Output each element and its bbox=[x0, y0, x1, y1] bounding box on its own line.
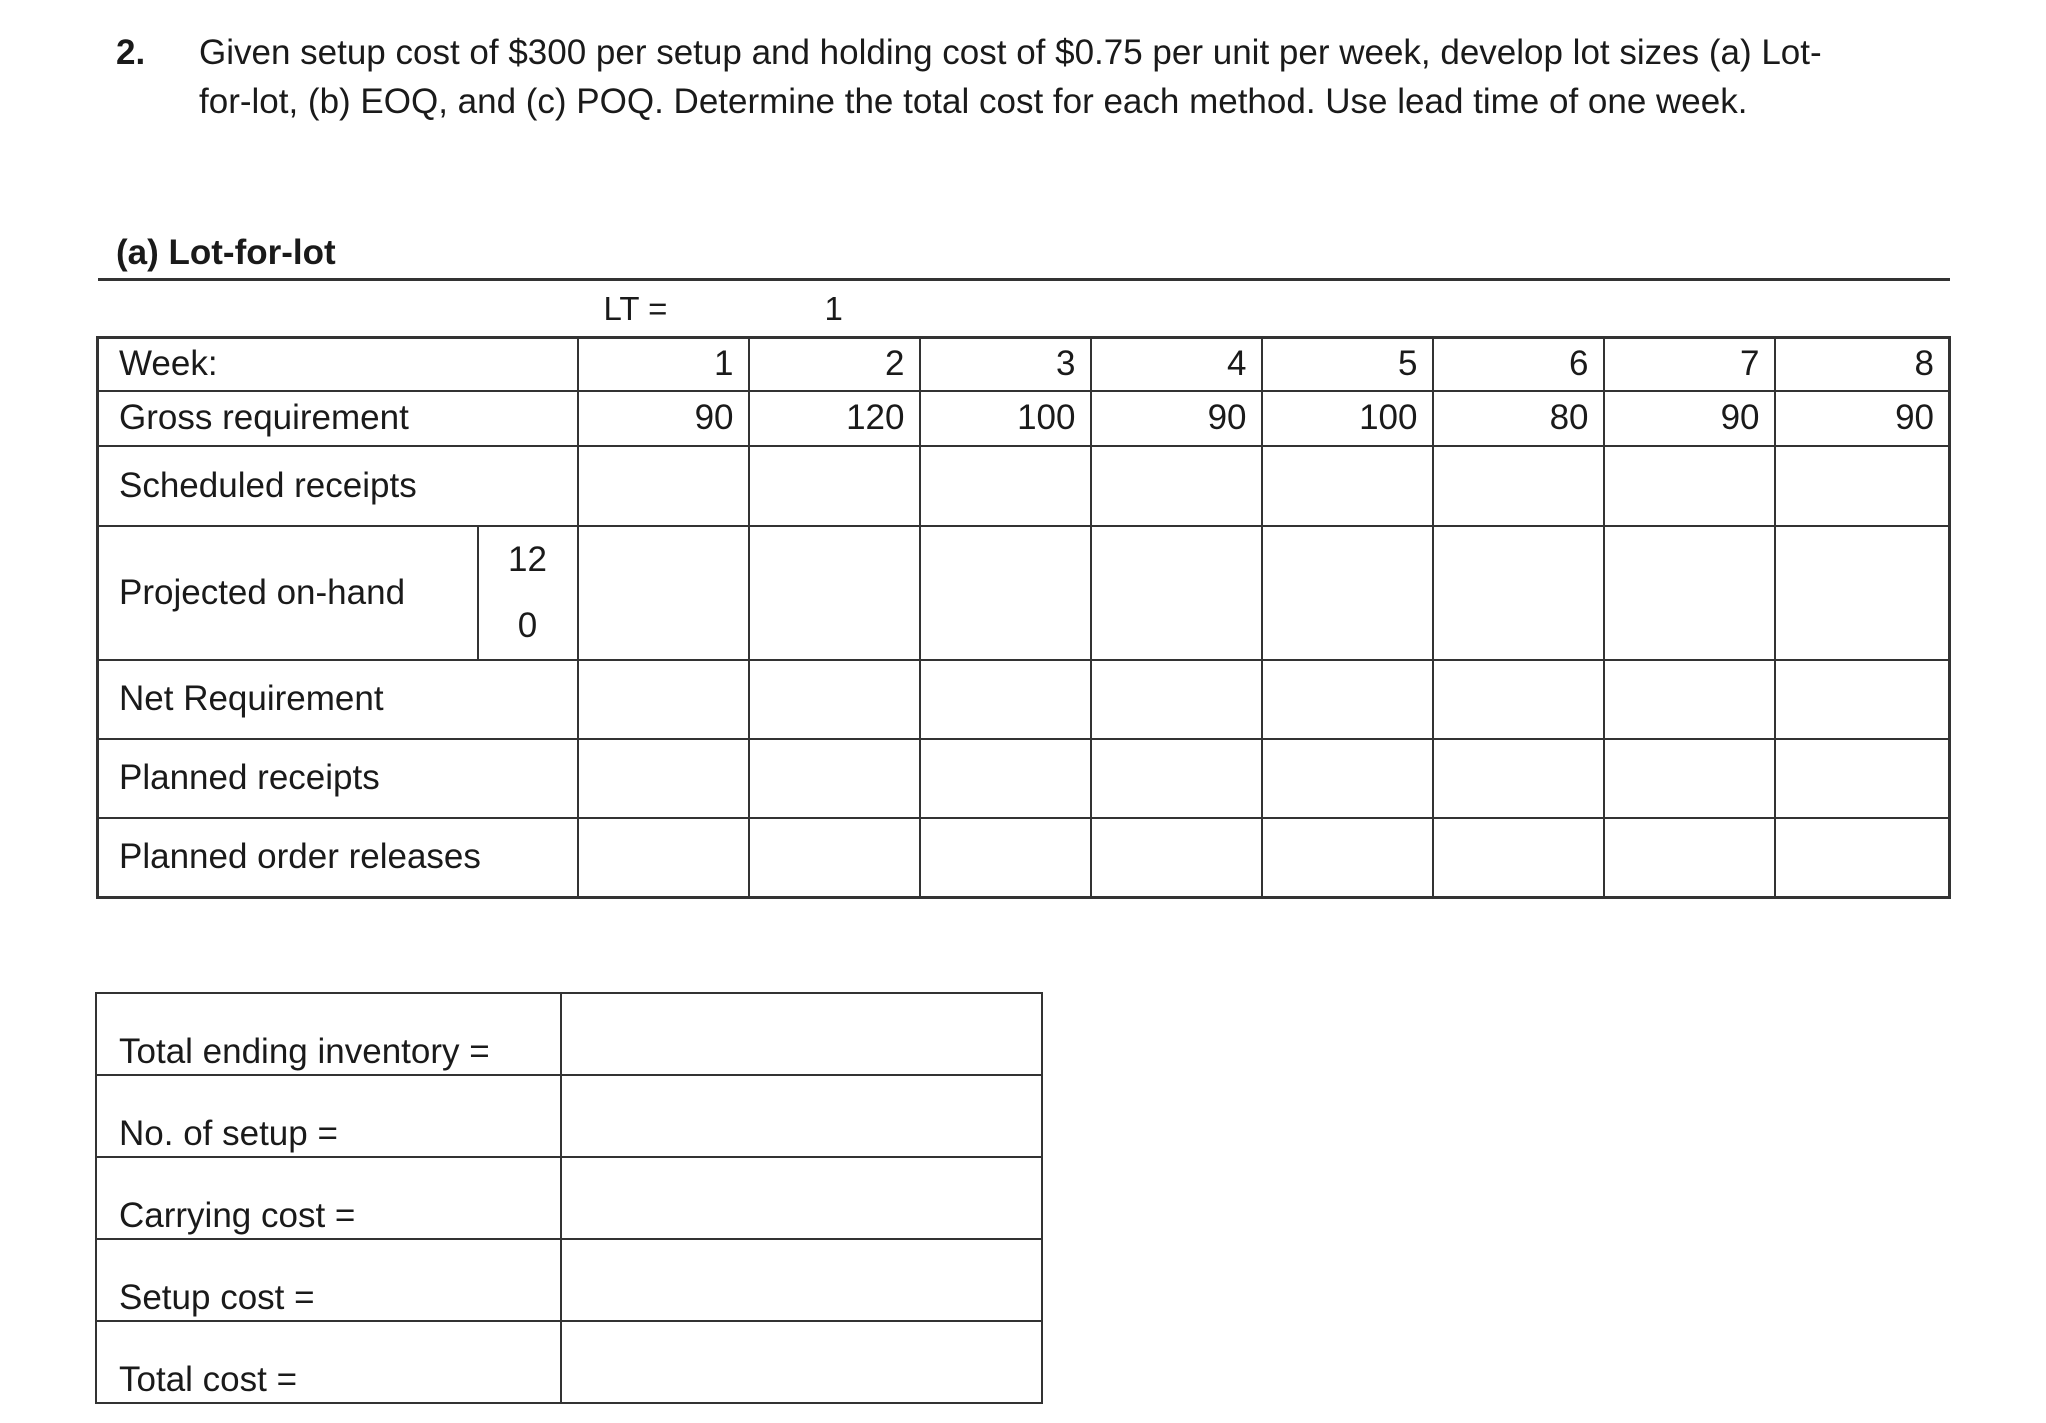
carrying-cost-label: Carrying cost = bbox=[96, 1157, 561, 1239]
projected-on-hand-initial bbox=[478, 526, 578, 660]
total-cost-row bbox=[96, 1321, 1042, 1403]
week-cell: 3 bbox=[920, 338, 1091, 391]
projected-on-hand-label: Projected on-hand bbox=[98, 526, 478, 660]
gross-requirement-cell: 120 bbox=[749, 391, 920, 446]
planned-receipts-cell[interactable] bbox=[920, 739, 1091, 818]
total-ending-inventory-value[interactable] bbox=[561, 993, 1042, 1075]
problem-number: 2. bbox=[116, 33, 146, 72]
planned-order-releases-cell[interactable] bbox=[578, 818, 749, 898]
total-ending-inventory-label: Total ending inventory = bbox=[96, 993, 561, 1075]
planned-receipts-cell[interactable] bbox=[1091, 739, 1262, 818]
setup-cost-row bbox=[96, 1239, 1042, 1321]
scheduled-receipts-cell[interactable] bbox=[578, 446, 749, 526]
planned-receipts-cell[interactable] bbox=[1433, 739, 1604, 818]
net-requirement-cell[interactable] bbox=[1262, 660, 1433, 739]
carrying-cost-row bbox=[96, 1157, 1042, 1239]
scheduled-receipts-cell[interactable] bbox=[1604, 446, 1775, 526]
projected-on-hand-cell[interactable] bbox=[1262, 526, 1433, 660]
setup-cost-label: Setup cost = bbox=[96, 1239, 561, 1321]
planned-order-releases-cell[interactable] bbox=[1775, 818, 1950, 898]
planned-receipts-cell[interactable] bbox=[1775, 739, 1950, 818]
planned-receipts-cell[interactable] bbox=[749, 739, 920, 818]
scheduled-receipts-cell[interactable] bbox=[749, 446, 920, 526]
scheduled-receipts-cell[interactable] bbox=[1091, 446, 1262, 526]
week-cell: 5 bbox=[1262, 338, 1433, 391]
setup-cost-value[interactable] bbox=[561, 1239, 1042, 1321]
gross-requirement-cell: 80 bbox=[1433, 391, 1604, 446]
planned-order-releases-cell[interactable] bbox=[920, 818, 1091, 898]
no-of-setup-value[interactable] bbox=[561, 1075, 1042, 1157]
week-row bbox=[98, 338, 1950, 391]
planned-receipts-label: Planned receipts bbox=[98, 739, 578, 818]
initial-on-hand-line-1: 12 bbox=[508, 539, 547, 579]
gross-requirement-cell: 90 bbox=[1604, 391, 1775, 446]
projected-on-hand-cell[interactable] bbox=[1775, 526, 1950, 660]
projected-on-hand-cell[interactable] bbox=[578, 526, 749, 660]
gross-requirement-row bbox=[98, 391, 1950, 446]
planned-order-releases-cell[interactable] bbox=[1433, 818, 1604, 898]
total-ending-inventory-row bbox=[96, 993, 1042, 1075]
cost-summary-table bbox=[95, 992, 1043, 1404]
net-requirement-cell[interactable] bbox=[920, 660, 1091, 739]
projected-on-hand-cell[interactable] bbox=[1604, 526, 1775, 660]
planned-order-releases-cell[interactable] bbox=[1091, 818, 1262, 898]
planned-receipts-row bbox=[98, 739, 1950, 818]
net-requirement-cell[interactable] bbox=[749, 660, 920, 739]
initial-on-hand-line-2: 0 bbox=[517, 605, 538, 645]
week-cell: 1 bbox=[578, 338, 749, 391]
planned-order-releases-label: Planned order releases bbox=[98, 818, 578, 898]
lead-time-label: LT = bbox=[578, 280, 749, 338]
total-cost-label: Total cost = bbox=[96, 1321, 561, 1403]
week-label: Week: bbox=[98, 338, 578, 391]
lead-time-value: 1 bbox=[749, 280, 920, 338]
gross-requirement-cell: 90 bbox=[1091, 391, 1262, 446]
net-requirement-cell[interactable] bbox=[1775, 660, 1950, 739]
mrp-table bbox=[96, 278, 1951, 899]
net-requirement-label: Net Requirement bbox=[98, 660, 578, 739]
projected-on-hand-cell[interactable] bbox=[920, 526, 1091, 660]
gross-requirement-label: Gross requirement bbox=[98, 391, 578, 446]
scheduled-receipts-cell[interactable] bbox=[920, 446, 1091, 526]
gross-requirement-cell: 90 bbox=[578, 391, 749, 446]
scheduled-receipts-cell[interactable] bbox=[1775, 446, 1950, 526]
scheduled-receipts-cell[interactable] bbox=[1433, 446, 1604, 526]
scheduled-receipts-cell[interactable] bbox=[1262, 446, 1433, 526]
planned-order-releases-cell[interactable] bbox=[1262, 818, 1433, 898]
week-cell: 6 bbox=[1433, 338, 1604, 391]
projected-on-hand-cell[interactable] bbox=[749, 526, 920, 660]
net-requirement-row bbox=[98, 660, 1950, 739]
gross-requirement-cell: 90 bbox=[1775, 391, 1950, 446]
week-cell: 4 bbox=[1091, 338, 1262, 391]
week-cell: 2 bbox=[749, 338, 920, 391]
no-of-setup-row bbox=[96, 1075, 1042, 1157]
projected-on-hand-cell[interactable] bbox=[1091, 526, 1262, 660]
total-cost-value[interactable] bbox=[561, 1321, 1042, 1403]
planned-order-releases-cell[interactable] bbox=[1604, 818, 1775, 898]
net-requirement-cell[interactable] bbox=[1433, 660, 1604, 739]
projected-on-hand-row bbox=[98, 526, 1950, 660]
planned-order-releases-row bbox=[98, 818, 1950, 898]
planned-receipts-cell[interactable] bbox=[578, 739, 749, 818]
section-title: (a) Lot-for-lot bbox=[116, 233, 336, 272]
no-of-setup-label: No. of setup = bbox=[96, 1075, 561, 1157]
scheduled-receipts-label: Scheduled receipts bbox=[98, 446, 578, 526]
projected-on-hand-cell[interactable] bbox=[1433, 526, 1604, 660]
lead-time-row bbox=[98, 280, 1950, 338]
planned-receipts-cell[interactable] bbox=[1262, 739, 1433, 818]
gross-requirement-cell: 100 bbox=[920, 391, 1091, 446]
week-cell: 7 bbox=[1604, 338, 1775, 391]
carrying-cost-value[interactable] bbox=[561, 1157, 1042, 1239]
planned-receipts-cell[interactable] bbox=[1604, 739, 1775, 818]
net-requirement-cell[interactable] bbox=[578, 660, 749, 739]
planned-order-releases-cell[interactable] bbox=[749, 818, 920, 898]
gross-requirement-cell: 100 bbox=[1262, 391, 1433, 446]
week-cell: 8 bbox=[1775, 338, 1950, 391]
net-requirement-cell[interactable] bbox=[1604, 660, 1775, 739]
problem-text: Given setup cost of $300 per setup and holding cost of $0.75 per unit per week, develop lot sizes (a) Lot-for-lot, (b) EOQ, and (c) POQ. Determine the total cost for each method. Use lead time of one week. bbox=[199, 33, 1822, 121]
net-requirement-cell[interactable] bbox=[1091, 660, 1262, 739]
scheduled-receipts-row bbox=[98, 446, 1950, 526]
